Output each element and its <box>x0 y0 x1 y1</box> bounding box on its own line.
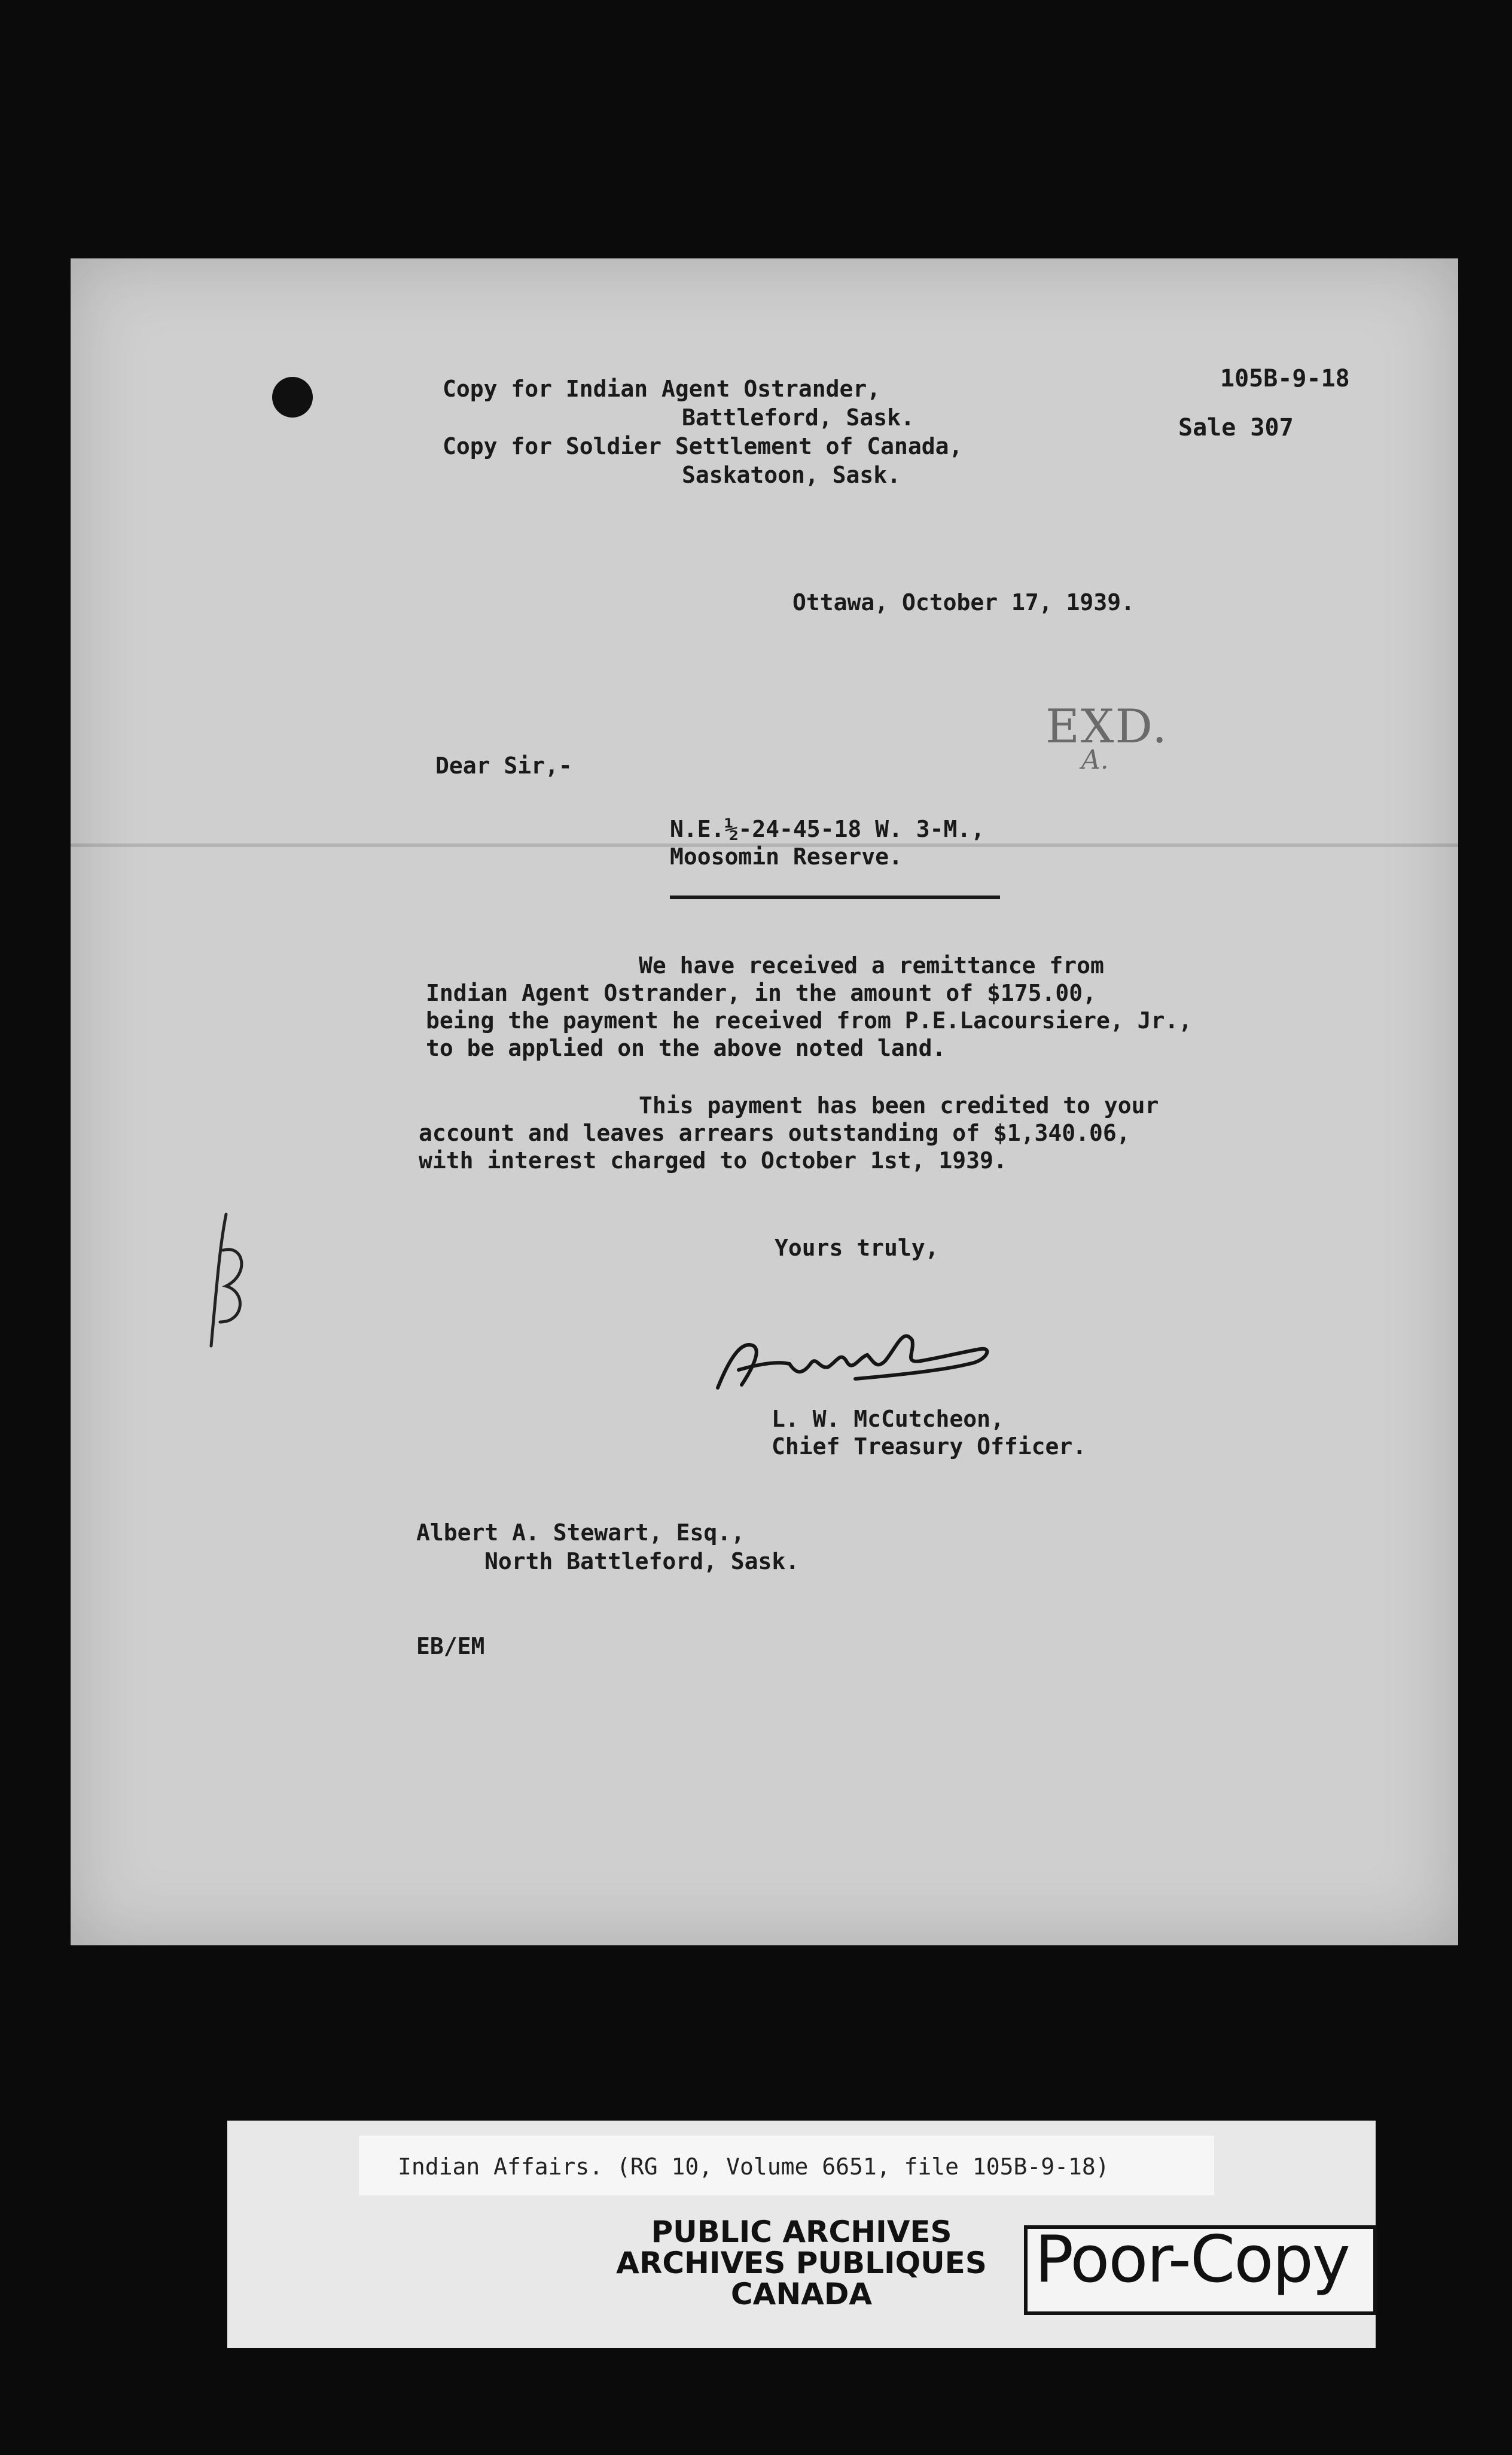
body-p2-line-3: with interest charged to October 1st, 1939. <box>419 1147 1007 1174</box>
archives-line-2: ARCHIVES PUBLIQUES <box>616 2246 987 2280</box>
exd-stamp-sub: A. <box>1081 745 1109 775</box>
copy-line-3: Copy for Soldier Settlement of Canada, <box>443 433 963 459</box>
poor-copy-note: Poor-Copy <box>1035 2222 1349 2297</box>
signatory-title: Chief Treasury Officer. <box>772 1433 1087 1460</box>
body-p2-line-2: account and leaves arrears outstanding of $1,340.06, <box>419 1120 1130 1146</box>
copy-line-2: Battleford, Sask. <box>682 404 914 431</box>
body-p1-line-3: being the payment he received from P.E.Lacoursiere, Jr., <box>426 1007 1193 1034</box>
archives-line-1: PUBLIC ARCHIVES <box>651 2215 952 2249</box>
margin-pencil-mark <box>202 1208 256 1352</box>
typist-initials: EB/EM <box>416 1633 485 1659</box>
salutation: Dear Sir,- <box>435 753 572 779</box>
archives-stamp <box>574 2216 1029 2310</box>
signatory-name: L. W. McCutcheon, <box>772 1406 1004 1432</box>
copy-line-4: Saskatoon, Sask. <box>682 462 901 488</box>
date-line: Ottawa, October 17, 1939. <box>792 589 1135 616</box>
sale-number: Sale 307 <box>1178 414 1294 441</box>
archive-reference: Indian Affairs. (RG 10, Volume 6651, file 105B-9-18) <box>398 2154 1109 2180</box>
punch-hole <box>272 377 313 418</box>
subject-line-1: N.E.½-24-45-18 W. 3-M., <box>670 816 985 842</box>
recipient-address: North Battleford, Sask. <box>484 1548 800 1574</box>
recipient-name: Albert A. Stewart, Esq., <box>416 1519 745 1546</box>
body-p1-line-1: We have received a remittance from <box>639 952 1104 979</box>
file-number: 105B-9-18 <box>1220 365 1350 392</box>
copy-line-1: Copy for Indian Agent Ostrander, <box>443 376 881 402</box>
subject-line-2: Moosomin Reserve. <box>670 843 903 870</box>
exd-stamp: EXD. <box>1045 700 1169 754</box>
handwritten-signature <box>706 1304 1017 1412</box>
closing: Yours truly, <box>775 1235 939 1261</box>
body-p1-line-2: Indian Agent Ostrander, in the amount of $175.00, <box>426 980 1097 1006</box>
subject-underline <box>670 896 1000 899</box>
body-p1-line-4: to be applied on the above noted land. <box>426 1035 946 1061</box>
body-p2-line-1: This payment has been credited to your <box>639 1092 1159 1119</box>
archives-line-3: CANADA <box>730 2277 873 2311</box>
